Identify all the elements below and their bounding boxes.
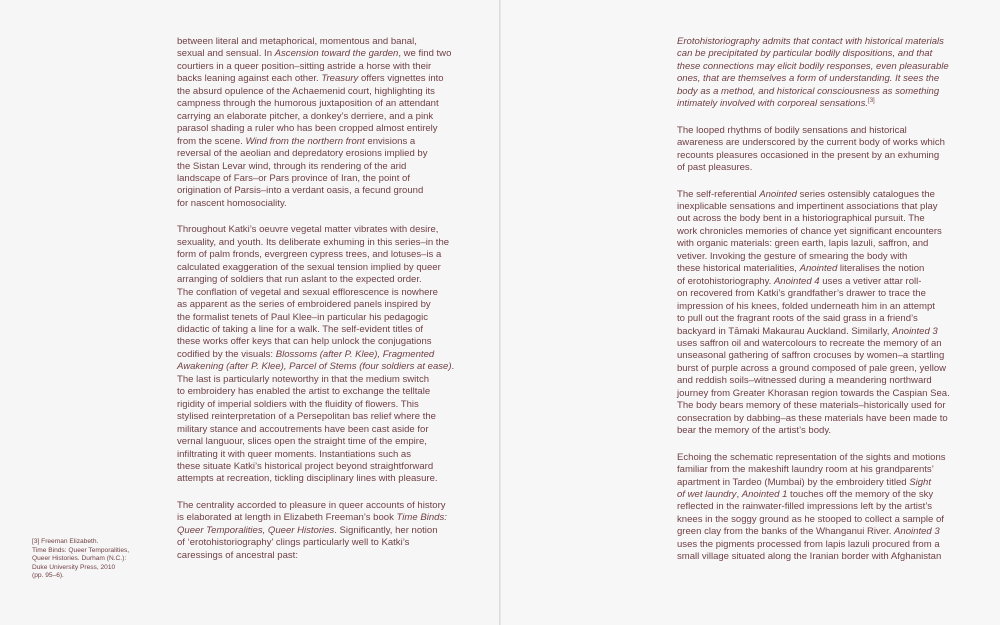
text-line: out across the body bent in a historiographical pursuit. The (677, 213, 925, 225)
footnote-line: Time Binds: Queer Temporalities, (32, 546, 130, 554)
text-line: journey from Greater Khorasan region towards the Caspian Sea. (677, 387, 950, 399)
text-line: backs leaning against each other. Treasury offers vignettes into (177, 73, 444, 85)
text-line: backyard in Tāmaki Makaurau Auckland. Similarly, Anointed 3 (677, 325, 938, 337)
left_page-paragraph-2 (177, 224, 473, 486)
footnote-line: Duke University Press, 2010 (32, 563, 116, 571)
text-line: origination of Parsis–into a verdant oasis, a fecund ground (177, 185, 424, 197)
text-line: arranging of soldiers that run aslant to the expected order. (177, 274, 422, 286)
left_page-paragraph-3 (177, 500, 473, 562)
text-line: landscape of Fars–or Pars province of Iran, the point of (177, 172, 410, 184)
text-line: The last is particularly noteworthy in that the medium switch (177, 373, 430, 385)
text-line: green clay from the banks of the Whanganui River. Anointed 3 (677, 526, 940, 538)
text-line: stylised reinterpretation of a Persepolitan bas relief where the (177, 411, 436, 423)
text-line: inexplicable sensations and impertinent associations that play (677, 200, 938, 212)
footnote-line: (pp. 95–6). (32, 572, 64, 580)
text-line: impression of his knees, folded underneath him in an attempt (677, 300, 935, 312)
text-line: of erotohistoriography. Anointed 4 uses a vetiver attar roll- (677, 275, 922, 287)
text-line: of wet laundry, Anointed 1 touches off the memory of the sky (677, 488, 934, 500)
right-body-text (677, 36, 973, 578)
text-line: Awakening (after P. Klee), Parcel of Stems (four soldiers at ease). (177, 361, 455, 373)
text-line: carrying an elaborate pitcher, a donkey’s derriere, and a pink (177, 110, 434, 122)
footnote-3 (32, 538, 162, 581)
text-line: the absurd opulence of the Achaemenid court, highlighting its (177, 85, 435, 97)
text-line: attempts at recreation, tickling disciplinary lines with pleasure. (177, 473, 438, 485)
text-line: reflected in the rainwater-filled impressions left by the artist’s (677, 501, 933, 513)
text-line: burst of purple across a ground composed of pale green, yellow (677, 362, 947, 374)
text-line: knees in the soggy ground as he stooped to collect a sample of (677, 513, 944, 525)
text-line: these historical materialities, Anointed literalises the notion (677, 263, 925, 275)
text-line: form of palm fronds, evergreen cypress trees, and lotuses–is a (177, 249, 442, 261)
text-line: intimately involved with corporeal sensations.[3] (677, 98, 875, 110)
text-line: the formalist tenets of Paul Klee–in particular his pedagogic (177, 311, 429, 323)
text-line: didactic of taking a line for a walk. The self-evident titles of (177, 323, 424, 335)
text-line: on recovered from Katki’s grandfather’s drawer to trace the (677, 288, 926, 300)
text-line: from the scene. Wind from the northern front envisions a (177, 135, 416, 147)
text-line: The body bears memory of these materials–historically used for (677, 400, 946, 412)
right_page-paragraph-3 (677, 189, 973, 438)
text-line: with organic materials: green earth, lapis lazuli, saffron, and (677, 238, 929, 250)
text-line: codified by the visuals: Blossoms (after P. Klee), Fragmented (177, 348, 435, 360)
text-line: uses saffron oil and watercolours to recreate the memory of an (677, 337, 942, 349)
text-line: campness through the humorous juxtaposition of an attendant (177, 98, 439, 110)
text-line: Echoing the schematic representation of the sights and motions (677, 451, 946, 463)
text-line: calculated exaggeration of the sexual tension implied by queer (177, 261, 441, 273)
text-line: Queer Temporalities, Queer Histories. Significantly, her notion (177, 524, 438, 536)
text-line: The conflation of vegetal and sexual efflorescence is nowhere (177, 286, 438, 298)
text-line: rigidity of imperial soldiers with the fluidity of flowers. This (177, 398, 419, 410)
left-page (0, 0, 499, 625)
text-line: of past pleasures. (677, 162, 753, 174)
text-line: to pull out the fragrant roots of the said grass in a friend’s (677, 313, 918, 325)
text-line: can be precipitated by particular bodily dispositions, and that (677, 48, 933, 60)
text-line: The self-referential Anointed series ostensibly catalogues the (677, 188, 935, 200)
text-line: vetiver. Invoking the gesture of smearing the body with (677, 250, 908, 262)
text-line: apartment in Tardeo (Mumbai) by the embroidery titled Sight (677, 476, 932, 488)
text-line: body as a method, and historical consciousness as something (677, 85, 940, 97)
text-line: consecration by dabbing–as these materials have been made to (677, 412, 948, 424)
text-line: courtiers in a queer position–sitting astride a horse with their (177, 60, 432, 72)
right_page-paragraph-2 (677, 125, 973, 175)
left_page-paragraph-1 (177, 36, 473, 210)
text-line: caressings of ancestral past: (177, 549, 298, 561)
text-line: military stance and accoutrements have been cast aside for (177, 423, 429, 435)
text-line: The looped rhythms of bodily sensations and historical (677, 124, 907, 136)
right_page-paragraph-4 (677, 452, 973, 564)
text-line: these connections may elicit bodily responses, even pleasurable (677, 60, 949, 72)
right_page-paragraph-1 (677, 36, 973, 111)
text-line: and reddish soils–witnessed during a meandering northward (677, 375, 932, 387)
text-line: to embroidery has enabled the artist to exchange the telltale (177, 386, 431, 398)
text-line: these situate Katki’s historical project beyond straightforward (177, 460, 434, 472)
footnote-line: Queer Histories. Durham (N.C.): (32, 555, 127, 563)
text-line: sexuality, and youth. Its deliberate exhuming in this series–in the (177, 236, 450, 248)
text-line: bear the memory of the artist’s body. (677, 425, 832, 437)
text-line: is elaborated at length in Elizabeth Freeman’s book Time Binds: (177, 512, 447, 524)
text-line: The centrality accorded to pleasure in queer accounts of history (177, 499, 446, 511)
left-body-text (177, 36, 473, 576)
text-line: vernal languour, slices open the straight time of the empire, (177, 436, 427, 448)
text-line: the Sistan Levar wind, through its rendering of the arid (177, 160, 407, 172)
text-line: reversal of the aeolian and depredatory erosions implied by (177, 148, 428, 160)
text-line: Throughout Katki’s oeuvre vegetal matter vibrates with desire, (177, 224, 439, 236)
text-line: between literal and metaphorical, momentous and banal, (177, 36, 417, 47)
text-line: for nascent homosociality. (177, 197, 287, 209)
right-page (501, 0, 1000, 625)
text-line: small village situated along the Iranian border with Afghanistan (677, 551, 942, 563)
text-line: as apparent as the series of embroidered panels inspired by (177, 299, 431, 311)
text-line: these works offer keys that can help unlock the conjugations (177, 336, 432, 348)
text-line: sexual and sensual. In Ascension toward the garden, we find two (177, 48, 452, 60)
text-line: familiar from the makeshift laundry room at his grandparents’ (677, 464, 934, 476)
text-line: uses the pigments processed from lapis lazuli procured from a (677, 538, 940, 550)
text-line: awareness are underscored by the current body of works which (677, 137, 945, 149)
text-line: parasol shading a ruler who has been cropped almost entirely (177, 123, 438, 135)
text-line: recounts pleasures occasioned in the present by an exhuming (677, 149, 940, 161)
footnote-line: [3] Freeman Elizabeth. (32, 538, 99, 545)
text-line: infiltrating it with queer moments. Instantiations such as (177, 448, 412, 460)
text-line: work chronicles memories of chance yet significant encounters (677, 225, 942, 237)
text-line: unseasonal gathering of saffron crocuses by women–a startling (677, 350, 945, 362)
text-line: Erotohistoriography admits that contact with historical materials (677, 36, 944, 47)
text-line: ones, that are themselves a form of understanding. It sees the (677, 73, 940, 85)
text-line: of ‘erotohistoriography’ clings particularly well to Katki’s (177, 537, 410, 549)
